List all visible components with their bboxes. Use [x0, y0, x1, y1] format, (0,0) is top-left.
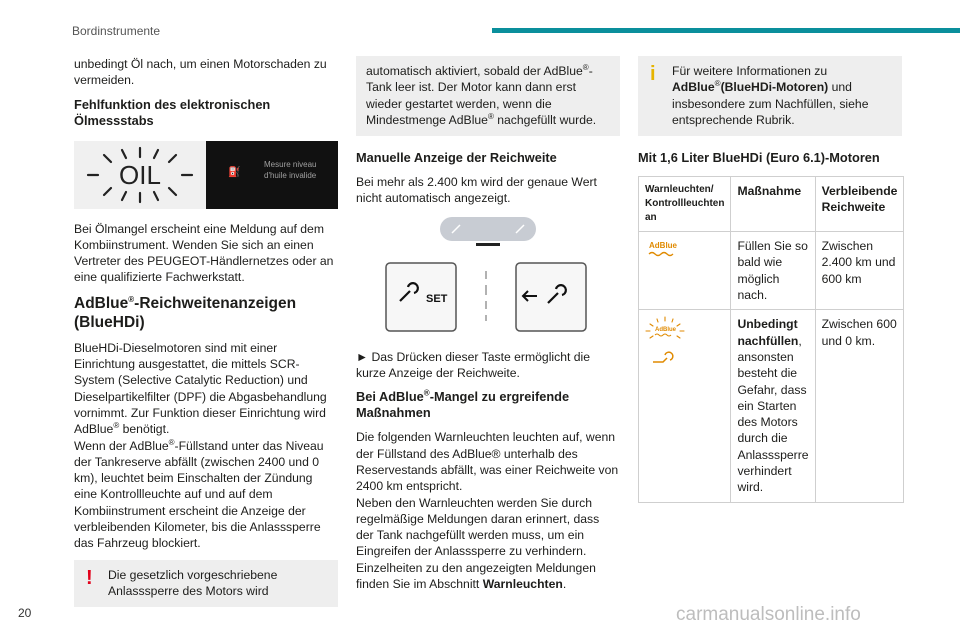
table-row: [639, 232, 904, 310]
paragraph-lack-2: Neben den Warnleuchten werden Sie durch regelmäßige Meldungen daran erinnert, dass der Tank nachgefüllt werden muss, um ein Eingreifen der Anlasssperre zu verhindern. Einzelheiten zu den angezeigten Meldungen finden Sie im Abschnitt Warnleuchten.: [356, 495, 600, 592]
oil-rays-icon: [80, 145, 200, 205]
info-box: i Für weitere Informationen zu AdBlue®(BlueHDi-Motoren) und insbesondere zum Nachfüllen, siehe entsprechende Rubrik.: [638, 56, 902, 136]
table-cell-action: Unbedingt nachfüllen, ansonsten besteht die Gefahr, dass ein Starten des Motors durch die Anlasssperre verhindert wird.: [731, 310, 815, 502]
warning-exclamation-icon: !: [86, 566, 93, 589]
warning-box: [74, 560, 338, 608]
adblue-warning-icon: [645, 238, 685, 260]
button-illustration: [356, 215, 620, 341]
column-2: [356, 56, 620, 600]
table-header-row: [639, 177, 904, 232]
heading-adblue-lack: Bei AdBlue®-Mangel zu ergreifende Maßnahmen: [356, 389, 570, 421]
warning-box-continued: automatisch aktiviert, sobald der AdBlue®-Tank leer ist. Der Motor kann dann erst wieder gestartet werden, wenn die Mindestmenge AdBlue® nachgefüllt wurde.: [356, 56, 620, 136]
warning-text: Die gesetzlich vorgeschriebene Anlasssperre des Motors wird: [108, 567, 278, 598]
svg-text:AdBlue: AdBlue: [655, 327, 676, 334]
heading-table: Mit 1,6 Liter BlueHDi (Euro 6.1)-Motoren: [638, 150, 880, 166]
header-accent-bar: [492, 28, 960, 33]
info-icon: i: [650, 63, 656, 85]
oil-can-icon: ⛽: [228, 166, 241, 178]
heading-manual-range: Manuelle Anzeige der Reichweite: [356, 150, 557, 166]
svg-text:AdBlue: AdBlue: [649, 241, 677, 251]
column-1: [74, 56, 338, 617]
table-cell-icon: [639, 310, 731, 502]
paragraph-manual-range: Bei mehr als 2.400 km wird der genaue Wert nicht automatisch angezeigt.: [356, 175, 597, 206]
table-cell-icon: [639, 232, 731, 310]
adblue-table: [638, 176, 904, 502]
table-cell-action: Füllen Sie so bald wie möglich nach.: [731, 232, 815, 310]
paragraph-oil-intro: unbedingt Öl nach, um einen Motorschaden zu vermeiden.: [74, 57, 327, 88]
paragraph-press-button: ► Das Drücken dieser Taste ermöglicht die kurze Anzeige der Reichweite.: [356, 349, 591, 381]
table-header: Verbleibende Reichweite: [815, 177, 904, 232]
adblue-urgent-icon: [645, 316, 689, 372]
steering-buttons-icon: [356, 215, 620, 341]
heading-oil-dipstick-fault: Fehlfunktion des elektronischen Ölmessstabs: [74, 96, 271, 128]
paragraph-lack-1: Die folgenden Warnleuchten leuchten auf, wenn der Füllstand des AdBlue® unterhalb des Reservestands abfällt, was einer Reichweite von 2400 km entspricht.: [356, 430, 619, 494]
oil-warning-figure: [74, 141, 338, 209]
svg-text:OIL: OIL: [119, 159, 161, 190]
table-cell-range: Zwischen 2.400 km und 600 km: [815, 232, 904, 310]
svg-text:SET: SET: [426, 292, 448, 305]
running-header-title: Bordinstrumente: [72, 24, 161, 38]
table-header: Maßnahme: [731, 177, 815, 232]
paragraph-oil-message: Bei Ölmangel erscheint eine Meldung auf dem Kombiinstrument. Wenden Sie sich an einen Vertreter des PEUGEOT-Händlernetzes oder an eine qualifizierte Fachwerkstatt.: [74, 221, 334, 285]
oil-message-text: Mesure niveau d'huile invalide: [264, 159, 317, 180]
column-3: [638, 56, 902, 503]
page-number: 20: [18, 606, 32, 620]
paragraph-bluehdi: BlueHDi-Dieselmotoren sind mit einer Einrichtung ausgestattet, die mittels SCR-System (Selective Catalytic Reduction) und Dieselpartikelfilter (DPF) die Abgasbehandlung vornimmt. Zur Funktion dieser Einrichtung wird AdBlue® benötigt.: [74, 340, 327, 437]
table-row: [639, 310, 904, 502]
heading-adblue-range: AdBlue®-Reichweitenanzeigen (BlueHDi): [74, 294, 297, 331]
table-header: Warnleuchten/ Kontrollleuchten an: [639, 177, 731, 232]
oil-warning-lamp: [74, 141, 206, 209]
oil-message-display: [206, 141, 338, 209]
paragraph-adblue-level: Wenn der AdBlue®-Füllstand unter das Niveau der Tankreserve abfällt (zwischen 2400 und 0 km), leuchtet beim Einschalten der Zündung eine Kontrollleuchte auf und auf dem Kombiinstrument erscheint die Anzeige der verbleibenden Kilometer, bis die Anlasssperre das Fahrzeug blockiert.: [74, 437, 324, 551]
table-cell-range: Zwischen 600 und 0 km.: [815, 310, 904, 502]
watermark: carmanualsonline.info: [676, 604, 861, 625]
